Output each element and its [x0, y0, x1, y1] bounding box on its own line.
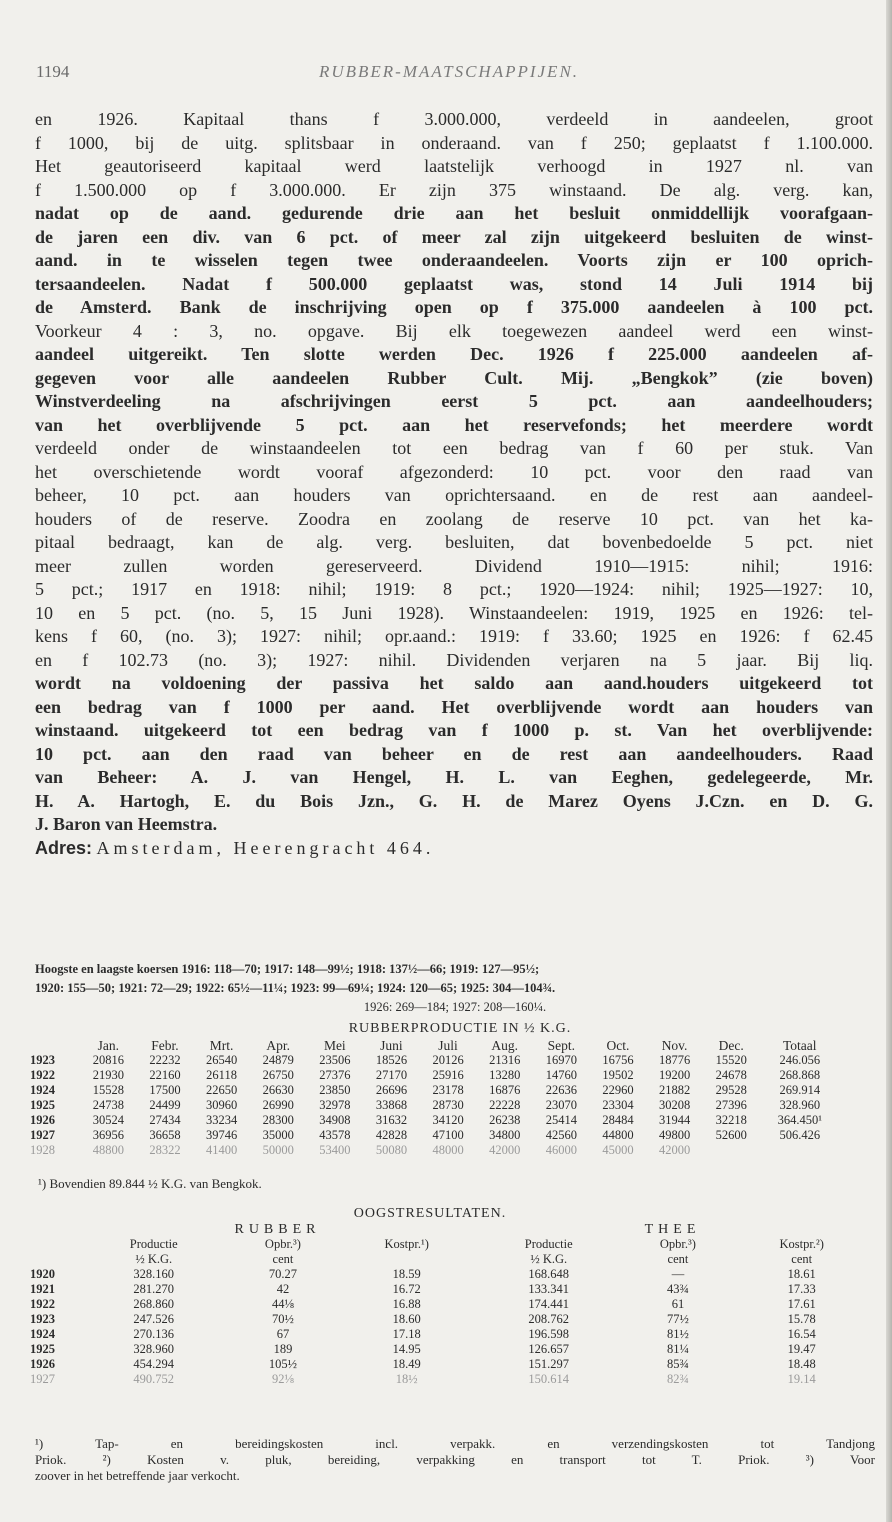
body-line: van het overblijvende 5 pct. aan het reservefonds; het meerdere wordt: [35, 414, 873, 435]
table-cell: 17.61: [787, 1297, 816, 1311]
production-table: [30, 1038, 840, 1158]
table-cell: 18.61: [787, 1267, 816, 1281]
table-row: [30, 1282, 870, 1297]
price-line: 1926: 269—184; 1927: 208—160¼.: [363, 1000, 547, 1014]
table-cell: 247.526: [133, 1312, 175, 1326]
body-line: 10 pct. aan den raad van beheer en de rest aan aandeelhouders. Raad: [35, 743, 873, 764]
column-header: Mei: [323, 1038, 346, 1053]
table-header-row: [30, 1038, 840, 1053]
column-header: Febr.: [151, 1038, 179, 1053]
table-cell: 22232: [149, 1053, 181, 1067]
body-line: de jaren een div. van 6 pct. of meer zal zijn uitgekeerd besluiten de winst-: [35, 226, 873, 247]
table-row: [30, 1327, 870, 1342]
table-cell: 269.914: [779, 1083, 821, 1097]
table-cell: 16.88: [392, 1297, 421, 1311]
table-row: [30, 1053, 840, 1068]
table-cell: 22650: [205, 1083, 238, 1097]
table-cell: 47100: [432, 1128, 464, 1142]
table-cell: 270.136: [133, 1327, 175, 1341]
table-cell: 14.95: [392, 1342, 421, 1356]
table-cell: 26238: [489, 1113, 521, 1127]
table-cell: 36956: [92, 1128, 124, 1142]
table-row: [30, 1297, 870, 1312]
column-header: Aug.: [491, 1038, 518, 1053]
production-footnote: ¹) Bovendien 89.844 ½ K.G. van Bengkok.: [38, 1176, 262, 1191]
column-subheader: cent: [791, 1252, 813, 1266]
table-cell: 92⅛: [272, 1372, 294, 1386]
table-cell: 16.72: [392, 1282, 421, 1296]
table-cell: 1924: [30, 1327, 55, 1341]
column-header: Jan.: [97, 1038, 119, 1053]
table-cell: 328.960: [133, 1342, 175, 1356]
table-cell: 328.960: [779, 1098, 821, 1112]
table-cell: 67: [276, 1327, 290, 1341]
column-header: [30, 1038, 80, 1053]
table-header-row: [30, 1237, 870, 1252]
table-cell: 42000: [489, 1143, 521, 1157]
table-cell: 1920: [30, 1267, 55, 1281]
body-line: f 1000, bij de uitg. splitsbaar in onderaand. van f 250; geplaatst f 1.100.000.: [35, 132, 873, 153]
table-cell: 16.54: [787, 1327, 816, 1341]
table-cell: 48000: [432, 1143, 464, 1157]
column-subheader: [338, 1252, 475, 1267]
table-cell: 18776: [658, 1053, 691, 1067]
column-header: Productie: [524, 1237, 573, 1251]
table-cell: 19502: [602, 1068, 634, 1082]
table-cell: 1925: [30, 1098, 55, 1112]
production-table-title: RUBBERPRODUCTIE IN ½ K.G.: [348, 1021, 572, 1036]
footnote-line: ¹) Tap- en bereidingskosten incl. verpakk. en verzendingskosten tot Tandjong: [35, 1436, 875, 1451]
table-cell: 45000: [602, 1143, 634, 1157]
table-group-row: [30, 1222, 870, 1237]
table-cell: 36658: [149, 1128, 181, 1142]
table-cell: 21930: [92, 1068, 124, 1082]
table-cell: 454.294: [133, 1357, 175, 1371]
table-cell: 1928: [30, 1143, 55, 1157]
column-header: Totaal: [782, 1038, 817, 1053]
table-row: [30, 1357, 870, 1372]
price-line: 1920: 155—50; 1921: 72—29; 1922: 65½—11¼; 1923: 99—69¼; 1924: 120—65; 1925: 304—104¾.: [35, 981, 556, 995]
table-cell: 1923: [30, 1053, 55, 1067]
table-row: [30, 1068, 840, 1083]
table-cell: 22228: [489, 1098, 521, 1112]
page-edge: [886, 0, 892, 1522]
table-row: [30, 1098, 840, 1113]
body-line: Het geautoriseerd kapitaal werd laatstelijk verhoogd in 1927 nl. van: [35, 156, 873, 176]
table-cell: 43¾: [667, 1282, 689, 1296]
table-cell: 81½: [667, 1327, 689, 1341]
body-line: verdeeld onder de winstaandeelen tot een bedrag van f 60 per stuk. Van: [35, 438, 873, 458]
table-cell: 16756: [602, 1053, 634, 1067]
body-line: de Amsterd. Bank de inschrijving open op f 375.000 aandeelen à 100 pct.: [35, 297, 873, 317]
table-cell: 42: [276, 1282, 290, 1296]
table-cell: 1923: [30, 1312, 55, 1326]
table-row: [30, 1312, 870, 1327]
table-cell: 268.868: [779, 1068, 821, 1082]
body-line: een bedrag van f 1000 per aand. Het overblijvende wordt aan houders van: [35, 696, 873, 717]
table-cell: 42000: [658, 1143, 691, 1157]
table-cell: 46000: [545, 1143, 577, 1157]
body-line: H. A. Hartogh, E. du Bois Jzn., G. H. de Marez Oyens J.Czn. en D. G.: [35, 790, 873, 811]
body-line: meer zullen worden gereserveerd. Dividend 1910—1915: nihil; 1916:: [35, 555, 873, 576]
table-cell: 1921: [30, 1282, 55, 1296]
table-cell: 70.27: [268, 1267, 298, 1281]
address-label: Adres:: [35, 837, 93, 858]
table-cell: 14760: [545, 1068, 577, 1082]
table-cell: 19.14: [787, 1372, 816, 1386]
table-cell: 17.33: [787, 1282, 816, 1296]
harvest-table-title: OOGSTRESULTATEN.: [353, 1206, 507, 1221]
table-cell: 23506: [319, 1053, 351, 1067]
table-cell: 150.614: [528, 1372, 570, 1386]
table-footnotes: [35, 1436, 875, 1484]
table-cell: 39746: [205, 1128, 238, 1142]
table-cell: 18.60: [392, 1312, 421, 1326]
table-cell: 1924: [30, 1083, 55, 1097]
table-cell: 15.78: [787, 1312, 816, 1326]
table-cell: 34120: [432, 1113, 464, 1127]
table-cell: 33868: [375, 1098, 408, 1112]
table-cell: 490.752: [133, 1372, 175, 1386]
table-cell: 50000: [262, 1143, 294, 1157]
table-cell: 31632: [375, 1113, 408, 1127]
table-cell: 21316: [489, 1053, 521, 1067]
body-line: pitaal bedraagt, kan de alg. verg. besluiten, dat bovenbedoelde 5 pct. niet: [35, 532, 873, 552]
body-line: en f 102.73 (no. 3); 1927: nihil. Dividenden verjaren na 5 jaar. Bij liq.: [35, 649, 873, 670]
table-cell: 13280: [489, 1068, 521, 1082]
rubber-group-label: RUBBER: [234, 1222, 321, 1237]
table-cell: 16970: [545, 1053, 577, 1067]
running-head: [36, 62, 862, 86]
table-cell: 26630: [262, 1083, 294, 1097]
table-cell: 22160: [149, 1068, 181, 1082]
table-cell: 22960: [602, 1083, 634, 1097]
table-cell: 26750: [262, 1068, 294, 1082]
table-cell: 28484: [602, 1113, 634, 1127]
table-cell: 44⅛: [272, 1297, 294, 1311]
table-cell: 15520: [715, 1053, 747, 1067]
table-cell: 31944: [658, 1113, 691, 1127]
table-cell: 364.450¹: [777, 1113, 822, 1127]
address-line: [35, 837, 873, 861]
body-line: aand. in te wisselen tegen twee onderaandeelen. Voorts zijn er 100 oprich-: [35, 250, 873, 270]
body-line: gegeven voor alle aandeelen Rubber Cult. Mij. „Bengkok” (zie boven): [35, 367, 873, 388]
table-cell: 23178: [432, 1083, 464, 1097]
table-cell: 30208: [658, 1098, 691, 1112]
table-cell: 27376: [319, 1068, 351, 1082]
table-cell: 70½: [272, 1312, 294, 1326]
table-row: [30, 1113, 840, 1128]
table-cell: 43578: [319, 1128, 351, 1142]
table-cell: 30524: [92, 1113, 124, 1127]
price-quotes: [35, 960, 875, 1017]
table-cell: 27396: [715, 1098, 747, 1112]
table-cell: 32218: [715, 1113, 747, 1127]
table-cell: 18.59: [392, 1267, 421, 1281]
column-header: Sept.: [547, 1038, 575, 1053]
column-subheader: cent: [667, 1252, 689, 1266]
table-cell: 61: [671, 1297, 685, 1311]
table-cell: 32978: [319, 1098, 351, 1112]
column-header: Dec.: [718, 1038, 744, 1053]
table-cell: 105½: [268, 1357, 298, 1371]
body-line: houders of de reserve. Zoodra en zoolang de reserve 10 pct. van het ka-: [35, 508, 873, 529]
table-cell: 29528: [715, 1083, 747, 1097]
body-line: nadat op de aand. gedurende drie aan het besluit onmiddellijk voorafgaan-: [35, 203, 873, 223]
table-cell: 281.270: [133, 1282, 175, 1296]
body-line: 10 en 5 pct. (no. 5, 15 Juni 1928). Winstaandeelen: 1919, 1925 en 1926: tel-: [35, 602, 873, 623]
table-cell: 1926: [30, 1357, 55, 1371]
table-cell: 25916: [432, 1068, 464, 1082]
table-cell: 246.056: [779, 1053, 821, 1067]
page-number: 1194: [36, 62, 70, 81]
body-line: en 1926. Kapitaal thans f 3.000.000, verdeeld in aandeelen, groot: [35, 109, 873, 129]
table-cell: 151.297: [528, 1357, 570, 1371]
table-cell: 168.648: [528, 1267, 570, 1281]
column-subheader: ½ K.G.: [135, 1252, 173, 1266]
table-cell: 26696: [375, 1083, 408, 1097]
table-cell: 24678: [715, 1068, 747, 1082]
table-cell: 28322: [149, 1143, 181, 1157]
address-text: Amsterdam, Heerengracht 464.: [96, 837, 435, 858]
body-line: aandeel uitgereikt. Ten slotte werden Dec. 1926 f 225.000 aandeelen af-: [35, 344, 873, 364]
table-cell: 16876: [489, 1083, 521, 1097]
table-cell: 18.48: [787, 1357, 816, 1371]
table-cell: 328.160: [133, 1267, 175, 1281]
table-cell: 34800: [489, 1128, 521, 1142]
table-cell: 26540: [205, 1053, 238, 1067]
column-header: Opbr.³): [264, 1237, 301, 1251]
body-line: het overschietende wordt vooraf afgezonderd: 10 pct. voor den raad van: [35, 461, 873, 482]
table-cell: 19200: [658, 1068, 691, 1082]
table-cell: 25414: [545, 1113, 577, 1127]
table-cell: 1922: [30, 1297, 55, 1311]
table-cell: 21882: [658, 1083, 691, 1097]
table-cell: 174.441: [528, 1297, 570, 1311]
harvest-table: [30, 1222, 870, 1387]
table-cell: 18.49: [392, 1357, 421, 1371]
table-cell: 27434: [149, 1113, 181, 1127]
body-line: 5 pct.; 1917 en 1918: nihil; 1919: 8 pct.; 1920—1924: nihil; 1925—1927: 10,: [35, 579, 873, 599]
table-cell: 268.860: [133, 1297, 175, 1311]
table-cell: 24499: [149, 1098, 181, 1112]
table-cell: 189: [273, 1342, 293, 1356]
footnote-line: zoover in het betreffende jaar verkocht.: [35, 1468, 240, 1483]
thee-group-label: THEE: [644, 1222, 701, 1237]
column-subheader: cent: [272, 1252, 294, 1266]
table-cell: 53400: [319, 1143, 351, 1157]
column-header: Oct.: [606, 1038, 630, 1053]
body-line: tersaandeelen. Nadat f 500.000 geplaatst was, stond 14 Juli 1914 bij: [35, 273, 873, 294]
table-cell: 77½: [667, 1312, 689, 1326]
table-cell: 23850: [319, 1083, 351, 1097]
table-cell: 133.341: [528, 1282, 570, 1296]
table-cell: 26990: [262, 1098, 294, 1112]
body-line: kens f 60, (no. 3); 1927: nihil; opr.aand.: 1919: f 33.60; 1925 en 1926: f 62.45: [35, 626, 873, 646]
column-header: Mrt.: [209, 1038, 234, 1053]
column-header: Juli: [438, 1038, 458, 1053]
column-header: Productie: [129, 1237, 178, 1251]
body-line: winstaand. uitgekeerd tot een bedrag van f 1000 p. st. Van het overblijvende:: [35, 720, 873, 740]
table-cell: 41400: [205, 1143, 238, 1157]
table-cell: 18526: [375, 1053, 408, 1067]
table-cell: 81¼: [667, 1342, 689, 1356]
table-cell: 85¾: [667, 1357, 689, 1371]
table-cell: 196.598: [528, 1327, 570, 1341]
table-cell: 1927: [30, 1372, 55, 1386]
table-cell: 49800: [658, 1128, 691, 1142]
column-header: Apr.: [266, 1038, 290, 1053]
body-line: beheer, 10 pct. aan houders van oprichtersaand. en de rest aan aandeel-: [35, 485, 873, 505]
body-line: van Beheer: A. J. van Hengel, H. L. van Eeghen, gedelegeerde, Mr.: [35, 767, 873, 787]
table-cell: 18½: [395, 1372, 418, 1386]
table-cell: 208.762: [528, 1312, 570, 1326]
table-cell: 1925: [30, 1342, 55, 1356]
table-subheader-row: [30, 1252, 870, 1267]
table-cell: 17.18: [392, 1327, 421, 1341]
table-cell: 52600: [715, 1128, 747, 1142]
table-row: [30, 1083, 840, 1098]
column-header: Kostpr.²): [779, 1237, 824, 1251]
table-cell: 1922: [30, 1068, 55, 1082]
table-cell: —: [671, 1267, 685, 1281]
column-header: Opbr.³): [659, 1237, 696, 1251]
column-header: Nov.: [661, 1038, 688, 1053]
table-cell: 50080: [375, 1143, 408, 1157]
table-cell: 30960: [205, 1098, 238, 1112]
table-row: [30, 1342, 870, 1357]
table-cell: 23304: [602, 1098, 634, 1112]
table-row: [30, 1372, 870, 1387]
table-cell: [760, 1143, 841, 1158]
table-cell: [703, 1143, 760, 1158]
table-cell: 1927: [30, 1128, 55, 1142]
column-header: [30, 1237, 80, 1252]
table-cell: 42828: [375, 1128, 408, 1142]
table-cell: 506.426: [779, 1128, 821, 1142]
body-line: f 1.500.000 op f 3.000.000. Er zijn 375 winstaand. De alg. verg. kan,: [35, 179, 873, 200]
column-subheader: [30, 1252, 80, 1267]
table-cell: 23070: [545, 1098, 577, 1112]
table-cell: 1926: [30, 1113, 55, 1127]
table-cell: 17500: [149, 1083, 181, 1097]
column-subheader: ½ K.G.: [530, 1252, 568, 1266]
table-cell: 15528: [92, 1083, 124, 1097]
body-line: Voorkeur 4 : 3, no. opgave. Bij elk toegewezen aandeel werd een winst-: [35, 320, 873, 341]
table-cell: 27170: [375, 1068, 408, 1082]
table-cell: 20816: [92, 1053, 124, 1067]
price-line: Hoogste en laagste koersen 1916: 118—70; 1917: 148—99½; 1918: 137½—66; 1919: 127—95½;: [35, 962, 540, 976]
table-cell: 26118: [206, 1068, 237, 1082]
column-header: Juni: [380, 1038, 403, 1053]
table-cell: 44800: [602, 1128, 634, 1142]
body-line: wordt na voldoening der passiva het saldo aan aand.houders uitgekeerd tot: [35, 673, 873, 693]
table-cell: 28730: [432, 1098, 464, 1112]
table-cell: 28300: [262, 1113, 294, 1127]
table-cell: 48800: [92, 1143, 124, 1157]
body-text: [35, 108, 873, 860]
table-cell: 19.47: [787, 1342, 816, 1356]
table-cell: 126.657: [528, 1342, 570, 1356]
table-cell: 42560: [545, 1128, 577, 1142]
table-cell: 82¾: [667, 1372, 689, 1386]
table-cell: 24738: [92, 1098, 124, 1112]
running-title: RUBBER-MAATSCHAPPIJEN.: [318, 62, 580, 81]
body-line: J. Baron van Heemstra.: [35, 814, 218, 834]
table-cell: 20126: [432, 1053, 464, 1067]
table-cell: 35000: [262, 1128, 294, 1142]
table-cell: 22636: [545, 1083, 577, 1097]
table-row: [30, 1128, 840, 1143]
table-cell: 24879: [262, 1053, 294, 1067]
body-line: Winstverdeeling na afschrijvingen eerst 5 pct. aan aandeelhouders;: [35, 391, 873, 411]
table-cell: 34908: [319, 1113, 351, 1127]
table-row: [30, 1267, 870, 1282]
footnote-line: Priok. ²) Kosten v. pluk, bereiding, verpakking en transport tot T. Priok. ³) Voor: [35, 1452, 875, 1467]
table-row: [30, 1143, 840, 1158]
column-header: Kostpr.¹): [384, 1237, 429, 1251]
table-cell: 33234: [205, 1113, 238, 1127]
